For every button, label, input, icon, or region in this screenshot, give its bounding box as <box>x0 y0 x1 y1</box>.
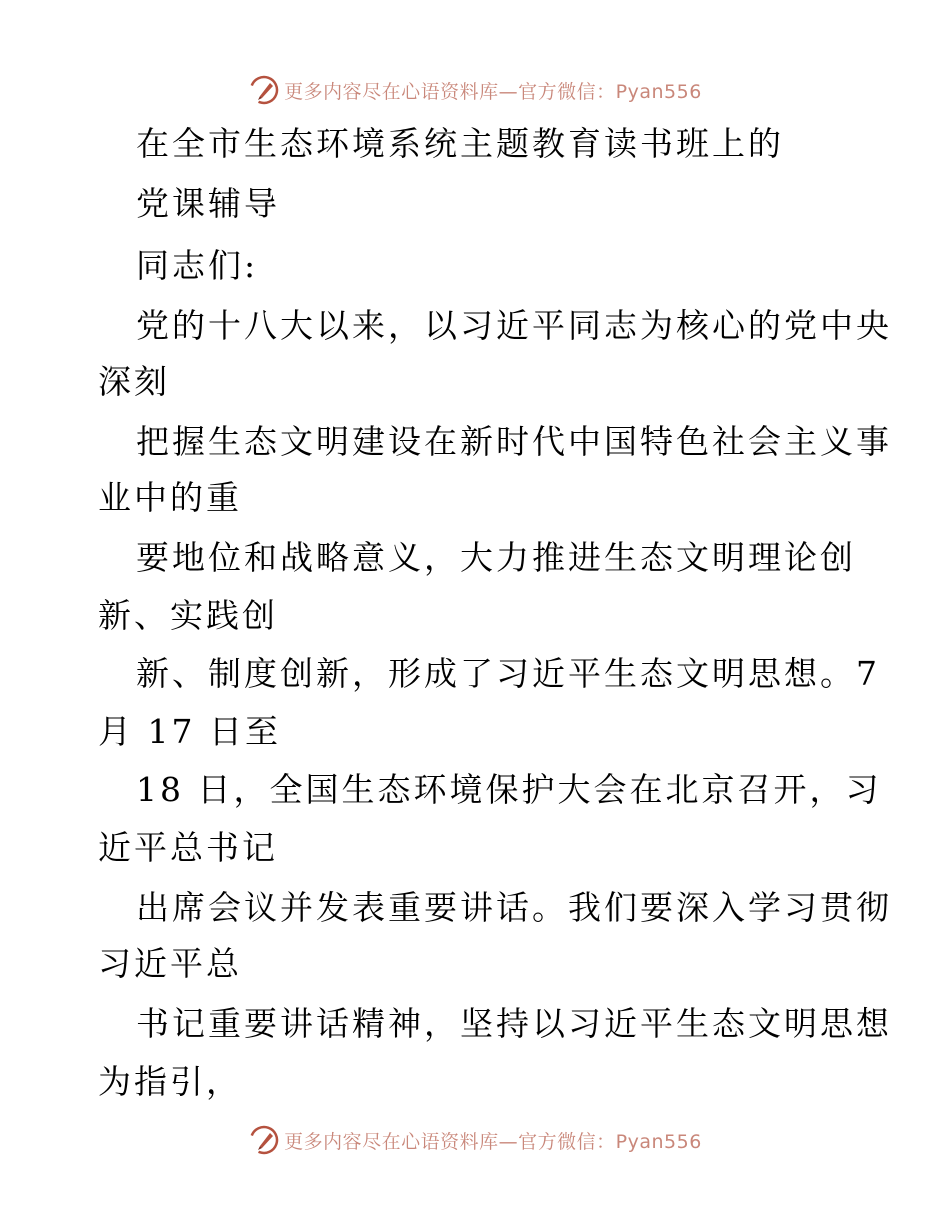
watermark-text: 更多内容尽在心语资料库—官方微信：Pyan556 <box>284 1130 702 1153</box>
paragraph-line: 18 日，全国生态环境保护大会在北京召开，习 <box>136 770 882 809</box>
salutation: 同志们: <box>136 246 259 285</box>
paragraph-line: 书记重要讲话精神，坚持以习近平生态文明思想 <box>136 1004 892 1043</box>
paragraph-line: 近平总书记 <box>98 828 278 867</box>
paragraph-line: 习近平总 <box>98 944 242 983</box>
paragraph-line: 新、制度创新，形成了习近平生态文明思想。7 <box>136 654 880 693</box>
watermark-text: 更多内容尽在心语资料库—官方微信：Pyan556 <box>284 80 702 103</box>
title-line-2: 党课辅导 <box>136 184 280 223</box>
footer-watermark-banner <box>0 1120 950 1160</box>
paragraph-line: 新、实践创 <box>98 596 278 635</box>
paragraph-line: 月 17 日至 <box>98 712 281 751</box>
paragraph-line: 要地位和战略意义，大力推进生态文明理论创 <box>136 538 856 577</box>
paragraph-line: 深刻 <box>98 362 170 401</box>
pen-nib-logo-icon <box>248 1124 280 1156</box>
paragraph-line: 把握生态文明建设在新时代中国特色社会主义事 <box>136 422 892 461</box>
pen-nib-logo-icon <box>248 74 280 106</box>
title-line-1: 在全市生态环境系统主题教育读书班上的 <box>136 124 784 163</box>
paragraph-line: 业中的重 <box>98 478 242 517</box>
paragraph-line: 出席会议并发表重要讲话。我们要深入学习贯彻 <box>136 888 892 927</box>
paragraph-line: 为指引， <box>98 1062 242 1101</box>
paragraph-line: 党的十八大以来，以习近平同志为核心的党中央 <box>136 306 892 345</box>
header-watermark-banner <box>0 70 950 110</box>
